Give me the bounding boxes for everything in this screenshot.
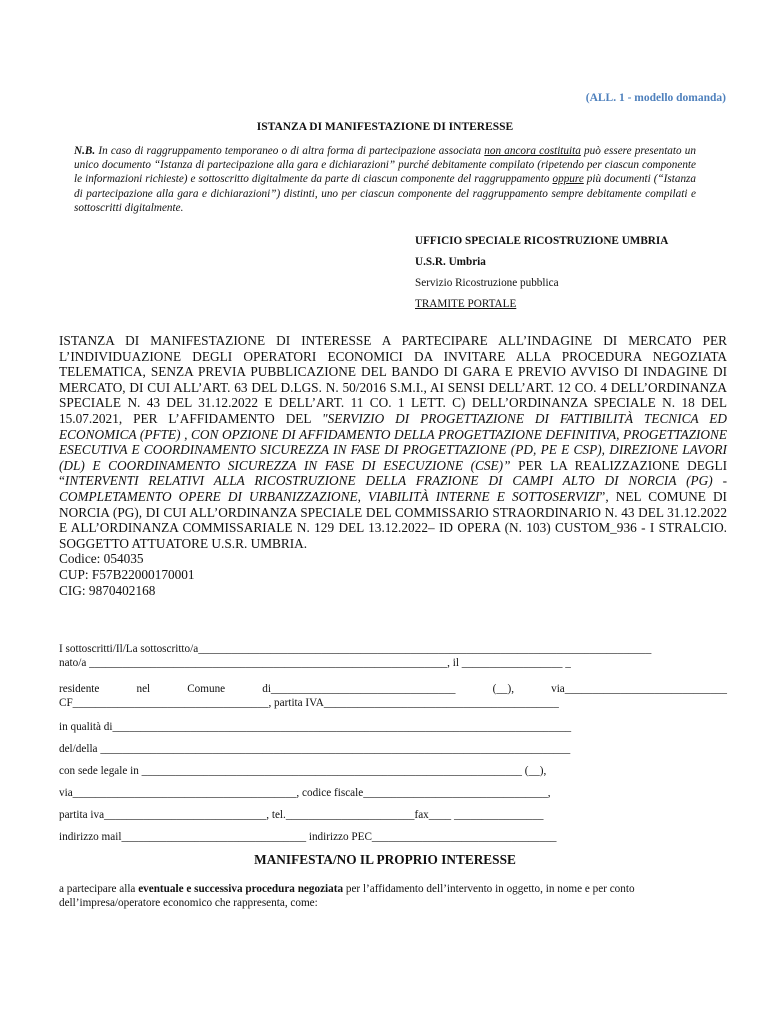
nb-label: N.B. bbox=[74, 145, 96, 157]
recipient-abbr: U.S.R. Umbria bbox=[415, 256, 486, 268]
cup-code: CUP: F57B22000170001 bbox=[59, 566, 195, 582]
applicant-form bbox=[59, 642, 727, 844]
nb-text-3: più documenti (“Istanza di partecipazione alla gara e dichiarazioni”) distinti, uno per ciascun componente del raggruppamento sempre debitamente compilati e sottoscritti digitalmente. bbox=[74, 173, 696, 214]
codice: Codice: 054035 bbox=[59, 551, 144, 567]
field-piva-tel-fax[interactable]: partita iva_____________________________, tel._______________________fax____ ________________ bbox=[59, 809, 544, 821]
object-block bbox=[59, 333, 727, 598]
recipient-office: UFFICIO SPECIALE RICOSTRUZIONE UMBRIA bbox=[415, 235, 669, 247]
residence-via-field[interactable]: via_____________________________ bbox=[551, 683, 727, 695]
document-title: ISTANZA DI MANIFESTAZIONE DI INTERESSE bbox=[256, 121, 514, 133]
nb-note bbox=[74, 144, 696, 215]
nb-text-1: In caso di raggruppamento temporaneo o di altra forma di partecipazione associata bbox=[95, 145, 485, 157]
field-signatories[interactable]: I sottoscritti/Il/La sottoscritto/a_________________________________________________________________________________ bbox=[59, 643, 652, 655]
object-text-3: PER LA REALIZZAZIONE DEGLI “ bbox=[59, 457, 727, 489]
nb-underline-1: non ancora costituita bbox=[484, 145, 581, 157]
field-email-pec[interactable]: indirizzo mail_________________________________ indirizzo PEC_________________________________ bbox=[59, 831, 557, 843]
closing-text-1: a partecipare alla bbox=[59, 883, 139, 895]
field-residence-row[interactable] bbox=[59, 682, 727, 696]
closing-bold: eventuale e successiva procedura negoziata bbox=[138, 883, 344, 895]
object-text-1: ISTANZA DI MANIFESTAZIONE DI INTERESSE A PARTECIPARE ALL’INDAGINE DI MERCATO PER L’INDIVIDUAZIONE DEGLI OPERATORI ECONOMICI DA INVITARE ALLA PROCEDURA NEGOZIATA TELEMATICA, SENZA PREVIA PUBBLICAZIONE DEL BANDO DI GARA E PREVIO AVVISO DI INDAGINE DI MERCATO, DI CUI ALL’ART. 63 DEL D.LGS. N. 50/2016 S.M.I., AI SENSI DELL’ART. 12 CO. 4 DELL’ORDINANZA SPECIALE N. 43 DEL 31.12.2022 E DELL’ART. 11 CO. 1 LETT. C) DELL’ORDINANZA SPECIALE N. 18 DEL 15.07.2021, PER L’AFFIDAMENTO DEL bbox=[59, 333, 727, 426]
field-qualita[interactable]: in qualità di__________________________________________________________________________________ bbox=[59, 721, 572, 733]
recipient-block bbox=[415, 231, 668, 315]
closing-text-2: per l’affidamento dell’intervento in oggetto, in nome e per conto dell’impresa/operatore economico che rappresenta, come: bbox=[59, 883, 635, 909]
field-company[interactable]: del/della ____________________________________________________________________________________ bbox=[59, 743, 571, 755]
recipient-service: Servizio Ricostruzione pubblica bbox=[415, 277, 559, 289]
nb-underline-2: oppure bbox=[552, 173, 584, 186]
nb-text-2: può essere presentato un unico documento “Istanza di partecipazione alla gara e dichiarazioni” purché debitamente compilato (ripetendo per ciascun componente le informazioni richieste) e sottoscritto digitalmente da parte di ciascun componente del raggruppamento bbox=[74, 145, 696, 186]
field-legal-seat[interactable]: con sede legale in ____________________________________________________________________ (__), bbox=[59, 765, 547, 777]
object-text-5: ”, NEL COMUNE DI NORCIA (PG), DI CUI ALL’ORDINANZA SPECIALE DEL COMMISSARIO STRAORDINARIO N. 43 DEL 31.12.2022 E ALL’ORDINANZA COMMISSARIALE N. 129 DEL 13.12.2022– ID OPERA (N. 103) CUSTOM_936 - I STRALCIO. SOGGETTO ATTUATORE U.S.R. UMBRIA. bbox=[59, 488, 727, 551]
object-service-italic: "SERVIZIO DI PROGETTAZIONE DI FATTIBILITÀ TECNICA ED ECONOMICA (PFTE) , CON OPZIONE DI AFFIDAMENTO DELLA PROGETTAZIONE DEFINITIVA, PROGETTAZIONE ESECUTIVA E COORDINAMENTO SICUREZZA IN FASE DI PROGETTAZIONE (PD, PE E CSP), DIREZIONE LAVORI (DL) E COORDINAMENTO SICUREZZA IN FASE DI ESECUZIONE (CSE)” bbox=[59, 410, 728, 473]
residence-label: residente bbox=[59, 683, 100, 695]
residence-comune: Comune bbox=[187, 683, 226, 695]
attachment-tag: (ALL. 1 - modello domanda) bbox=[585, 92, 726, 104]
residence-nel: nel bbox=[136, 683, 151, 695]
residence-di-field[interactable]: di_________________________________ bbox=[262, 683, 456, 695]
field-cf-piva[interactable]: CF___________________________________, partita IVA__________________________________________ bbox=[59, 697, 559, 709]
manifest-heading: MANIFESTA/NO IL PROPRIO INTERESSE bbox=[254, 852, 516, 867]
recipient-via: TRAMITE PORTALE bbox=[415, 298, 517, 310]
object-works-italic: INTERVENTI RELATIVI ALLA RICOSTRUZIONE DELLA FRAZIONE DI CAMPI ALTO DI NORCIA (PG) - COMPLETAMENTO OPERE DI URBANIZZAZIONE, VIABILITÀ INTERNE E SOTTOSERVIZI bbox=[59, 473, 727, 504]
closing-paragraph bbox=[59, 882, 729, 910]
cig-code: CIG: 9870402168 bbox=[59, 582, 156, 598]
field-birth[interactable]: nato/a ________________________________________________________________, il __________________ _ bbox=[59, 657, 571, 669]
residence-province-field[interactable]: (__), bbox=[492, 683, 515, 695]
field-address-cf[interactable]: via________________________________________, codice fiscale_________________________________, bbox=[59, 787, 551, 799]
